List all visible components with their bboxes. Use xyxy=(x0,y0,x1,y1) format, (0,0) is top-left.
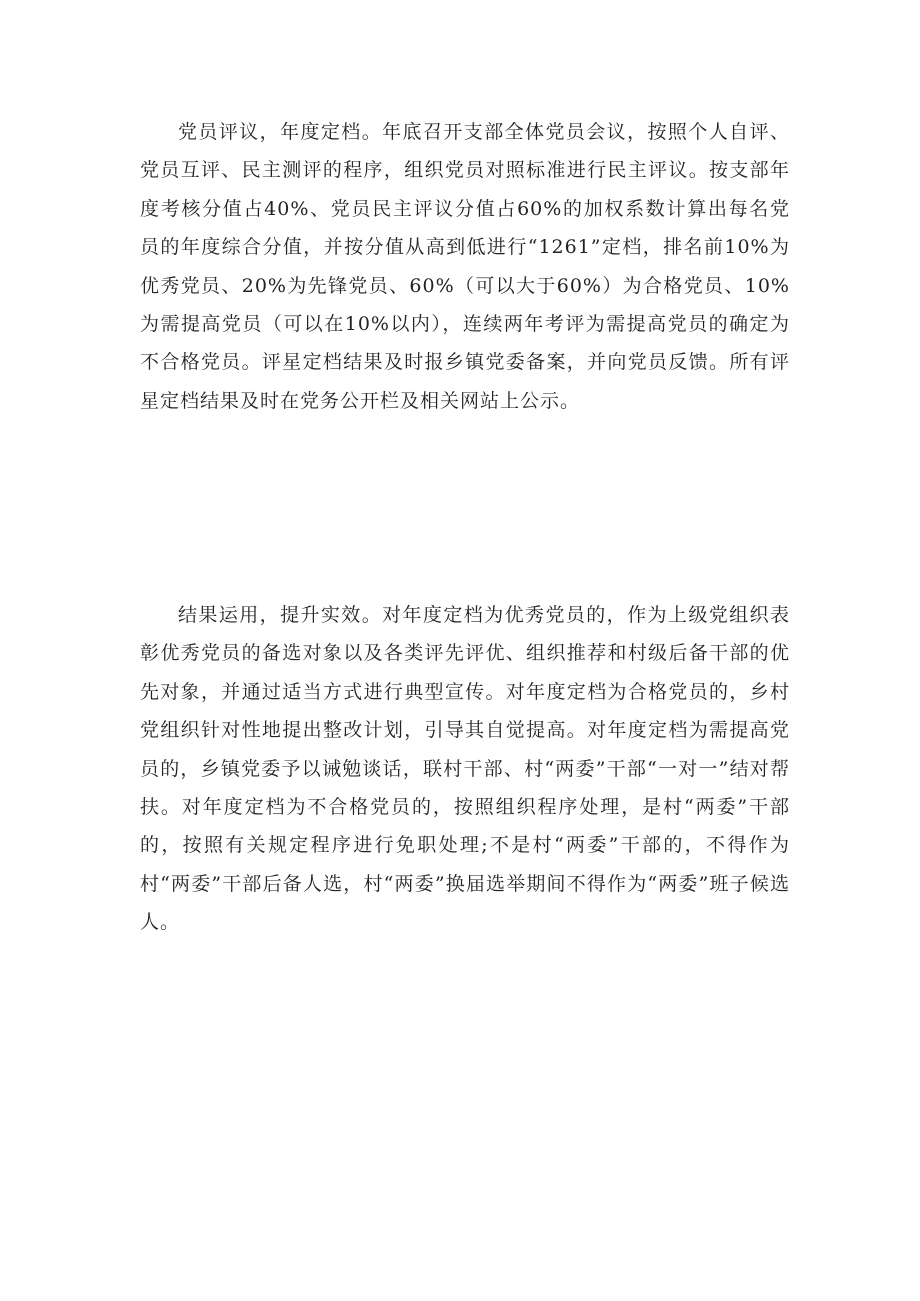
paragraph-member-evaluation: 党员评议，年度定档。年底召开支部全体党员会议，按照个人自评、党员互评、民主测评的程序，组织党员对照标准进行民主评议。按支部年度考核分值占40%、党员民主评议分值占60%的加权系数计算出每名党员的年度综合分值，并按分值从高到低进行“1261”定档，排名前10%为优秀党员、20%为先锋党员、60%（可以大于60%）为合格党员、10%为需提高党员（可以在10%以内），连续两年考评为需提高党员的确定为不合格党员。评星定档结果及时报乡镇党委备案，并向党员反馈。所有评星定档结果及时在党务公开栏及相关网站上公示。 xyxy=(140,121,790,412)
paragraph-result-application: 结果运用，提升实效。对年度定档为优秀党员的，作为上级党组织表彰优秀党员的备选对象以及各类评先评优、组织推荐和村级后备干部的优先对象，并通过适当方式进行典型宣传。对年度定档为合格党员的，乡村党组织针对性地提出整改计划，引导其自觉提高。对年度定档为需提高党员的，乡镇党委予以诫勉谈话，联村干部、村“两委”干部“一对一”结对帮扶。对年度定档为不合格党员的，按照组织程序处理，是村“两委”干部的，按照有关规定程序进行免职处理;不是村“两委”干部的，不得作为村“两委”干部后备人选，村“两委”换届选举期间不得作为“两委”班子候选人。 xyxy=(140,604,790,934)
